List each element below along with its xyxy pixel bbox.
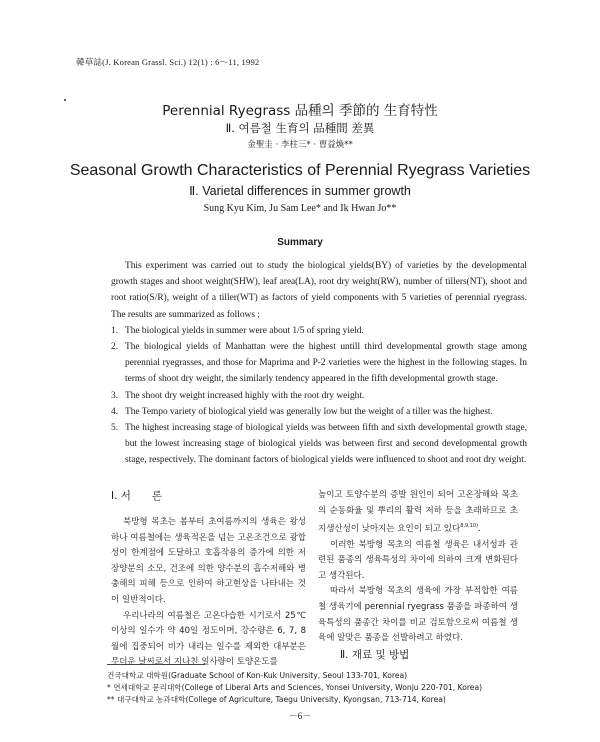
footnote-affiliation: 건국대학교 대학원(Graduate School of Kon-Kuk University, Seoul 133-701, Korea): [107, 671, 408, 680]
footnotes: [107, 670, 507, 705]
introduction-heading: Ⅰ. 서 론: [111, 490, 163, 502]
right-paragraph-2: 이러한 북방형 목초의 여름철 생육은 내서성과 관련된 품종의 생육특성의 차이에 의하여 크게 변화된다고 생각된다.: [318, 539, 518, 581]
summary-abstract: [111, 258, 527, 469]
summary-item-text: The highest increasing stage of biological yields was between fifth and sixth developmental growth stage, but the lowest increasing stage of biological yields was between first and second developmental growth stage, respectively. The dominant factors of biological yields were influenced to shoot and root dry weight.: [125, 423, 527, 466]
page-number: －6－: [288, 711, 312, 721]
citation-ref: 8,9,10): [460, 523, 479, 530]
korean-authors: 金聖圭 · 李柱三* · 曺益煥**: [247, 140, 353, 150]
english-authors: Sung Kyu Kim, Ju Sam Lee* and Ik Hwan Jo**: [203, 203, 397, 214]
korean-title: Perennial Ryegrass 品種의 季節的 生育特性: [162, 103, 438, 119]
journal-citation: 韓草誌(J. Korean Grassl. Sci.) 12(1) : 6～11, 1992: [76, 57, 260, 67]
summary-item: [111, 339, 527, 388]
summary-item-text: The biological yields in summer were about 1/5 of spring yield.: [125, 325, 364, 336]
footnote-affiliation: * 연세대학교 문리대학(College of Liberal Arts and Sciences, Yonsei University, Wonju 220-701, Korea): [107, 682, 483, 692]
left-column: [111, 515, 306, 671]
right-column: [318, 488, 518, 647]
summary-heading: Summary: [277, 237, 323, 248]
summary-item: [111, 388, 527, 404]
english-subtitle: Ⅱ. Varietal differences in summer growth: [189, 184, 411, 198]
footnote-affiliation: ** 대구대학교 농과대학(College of Agriculture, Taegu University, Kyongsan, 713-714, Korea): [107, 694, 446, 704]
summary-item-number: 4.: [111, 406, 119, 417]
summary-item: [111, 323, 527, 339]
footnote-rule: [107, 664, 205, 665]
right-paragraph-1: [318, 488, 518, 538]
summary-item-text: The shoot dry weight increased highly with the root dry weight.: [125, 390, 365, 401]
summary-intro: This experiment was carried out to study the biological yields(BY) of varieties by the developmental growth stages and shoot weight(SHW), leaf area(LA), root dry weight(RW), number of tillers(NT), shoot and root ratio(S/R), weight of a tiller(WT) as factors of yield components with 5 varieties of perennial ryegrass. The results are summarized as follows ;: [111, 261, 527, 320]
right-paragraph-1-text: 높이고 토양수분의 증발 원인이 되어 고온장해와 목초의 순동화율 및 뿌리의 활력 저하 등을 초래하므로 초지생산성이 낮아지는 요인이 되고 있다: [318, 490, 518, 535]
summary-item-number: 1.: [111, 325, 119, 336]
summary-item-number: 3.: [111, 390, 119, 401]
intro-paragraph-2: 우리나라의 여름철은 고온다습한 시기로서 25℃ 이상의 일수가 약 40일 정도이며, 강수량은 6, 7, 8월에 집중되어 비가 내리는 일수를 제외한 대부분은 무더운 날씨로서 지나친 일사량이 토양온도를: [111, 610, 306, 668]
intro-paragraph-1: 북방형 목초는 봄부터 초여름까지의 생육은 왕성하나 여름철에는 생육적온을 넘는 고온조건으로 광합성이 한계점에 도달하고 호흡작용의 증가에 의한 저장양분의 소모, 건조에 의한 양수분의 흡수저해와 병충해의 피해 등으로 인하여 하고현상을 나타내는 것이 일반적이다.: [111, 517, 306, 605]
summary-item-number: 5.: [111, 423, 119, 434]
right-paragraph-1-end: .: [478, 524, 481, 535]
summary-item-number: 2.: [111, 342, 119, 353]
english-title: Seasonal Growth Characteristics of Perennial Ryegrass Varieties: [69, 162, 531, 179]
summary-item: [111, 420, 527, 469]
summary-item-text: The Tempo variety of biological yield was generally low but the weight of a tiller was the highest.: [125, 406, 493, 417]
summary-list: [111, 323, 527, 469]
korean-subtitle: Ⅱ. 여름철 生育의 品種間 差異: [225, 121, 375, 135]
summary-item: [111, 404, 527, 420]
right-paragraph-3: 따라서 북방형 목초의 생육에 가장 부적합한 여름철 생육기에 perennial ryegrass 품종을 파종하여 생육특성의 품종간 차이를 비교 검토함으로써 여름철 생육에 알맞은 품종을 선발하려고 하였다.: [318, 586, 518, 644]
methods-heading: Ⅱ. 재료 및 방법: [340, 649, 410, 661]
summary-item-text: The biological yields of Manhattan were the highest untill third developmental growth stage among perennial ryegrasses, and those for Maprima and P-2 varieties were the highest in the following stages. In terms of shoot dry weight, the similarly tendency appeared in the fifth developmental growth stage.: [125, 342, 527, 385]
